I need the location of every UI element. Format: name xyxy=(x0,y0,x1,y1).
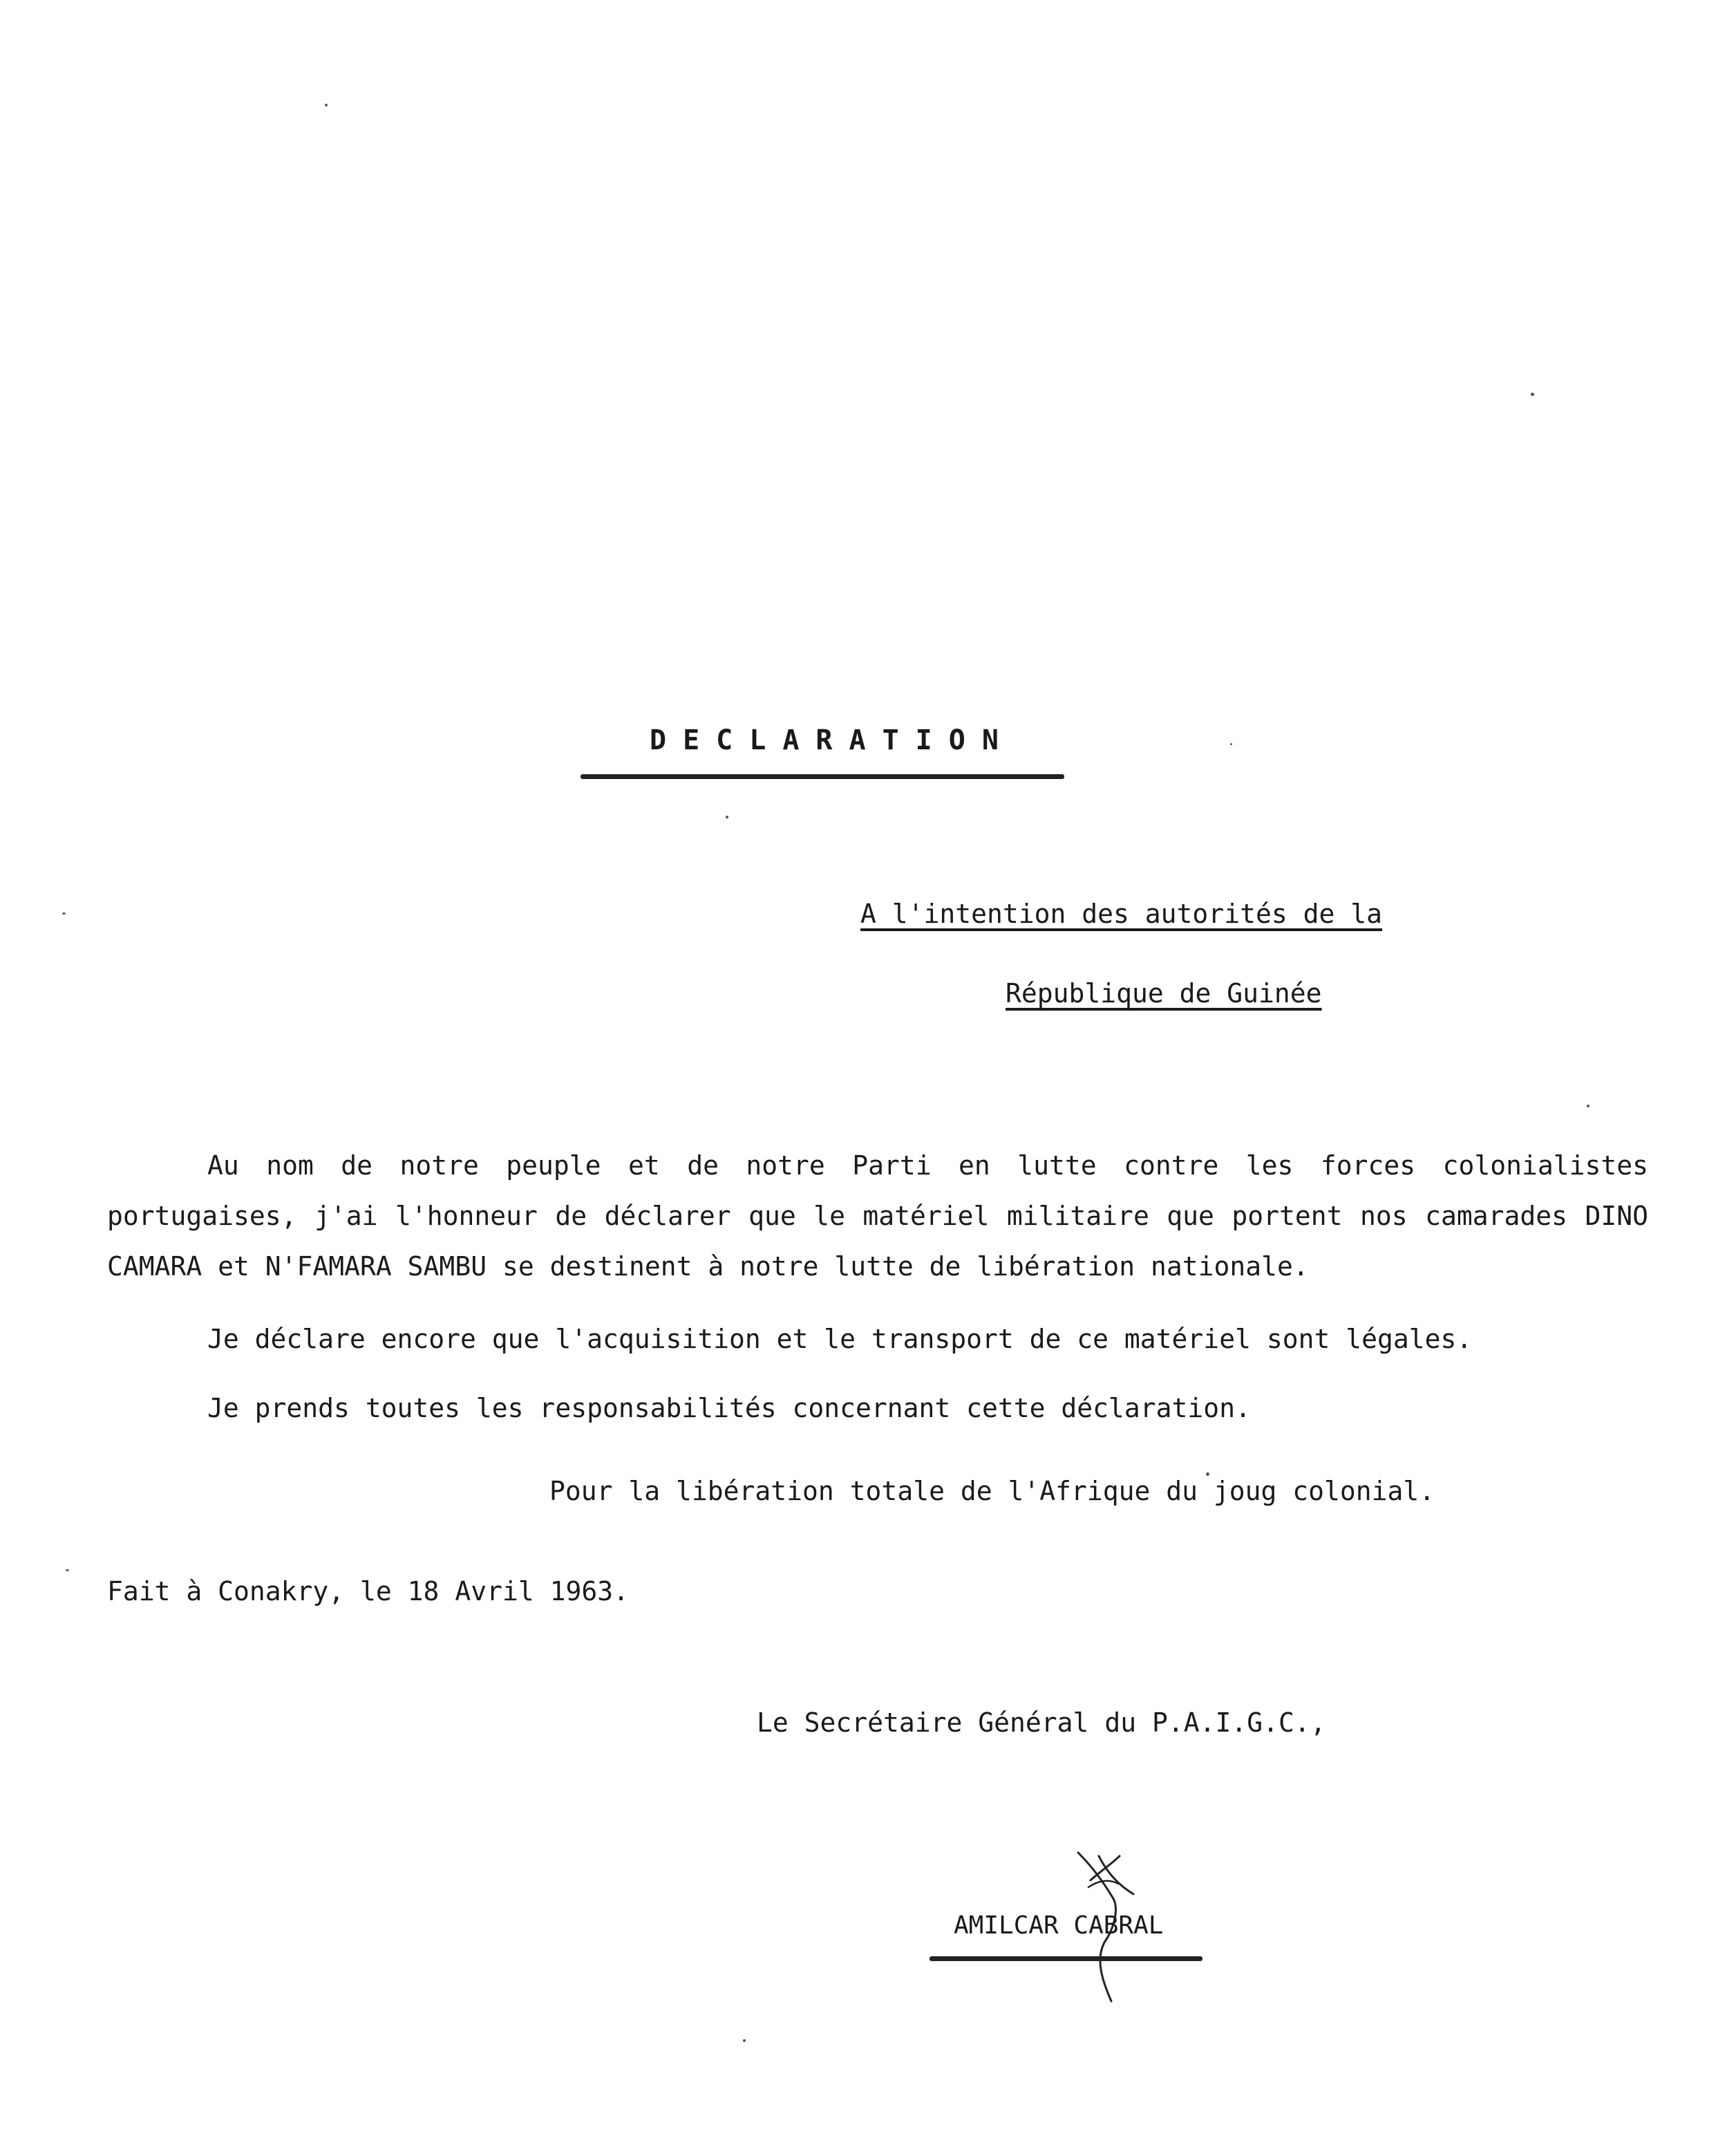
body-paragraph-1: Au nom de notre peuple et de notre Parti en lutte contre les forces colonialistes portugaises, j'ai l'honneur de déclarer que le matériel militaire que portent nos camarades DINO CAMARA et N'FAMARA SAMBU se destinent à notre lutte de libération nationale. xyxy=(107,1150,1648,1282)
scan-speck xyxy=(66,1569,69,1571)
scan-speck xyxy=(726,816,728,818)
scan-speck xyxy=(62,912,66,915)
document-title: DECLARATION xyxy=(650,724,1015,756)
scan-speck xyxy=(325,104,328,106)
scan-speck xyxy=(743,2039,746,2042)
scan-speck xyxy=(1531,393,1534,396)
place-date: Fait à Conakry, le 18 Avril 1963. xyxy=(107,1576,629,1606)
scan-speck xyxy=(1587,1105,1589,1107)
closing-line: Pour la libération totale de l'Afrique du joug colonial. xyxy=(549,1476,1435,1506)
addressee-line-2: République de Guinée xyxy=(1006,978,1322,1009)
signatory-name: AMILCAR CABRAL xyxy=(954,1911,1164,1940)
addressee-line-1: A l'intention des autorités de la xyxy=(860,899,1382,929)
signatory-underline xyxy=(930,1956,1202,1961)
title-underline xyxy=(581,774,1064,779)
body-paragraph-3: Je prends toutes les responsabilités concernant cette déclaration. xyxy=(207,1393,1251,1423)
scan-speck xyxy=(1230,743,1232,745)
body-paragraph-2: Je déclare encore que l'acquisition et le transport de ce matériel sont légales. xyxy=(207,1324,1473,1354)
signatory-title: Le Secrétaire Général du P.A.I.G.C., xyxy=(757,1707,1326,1738)
